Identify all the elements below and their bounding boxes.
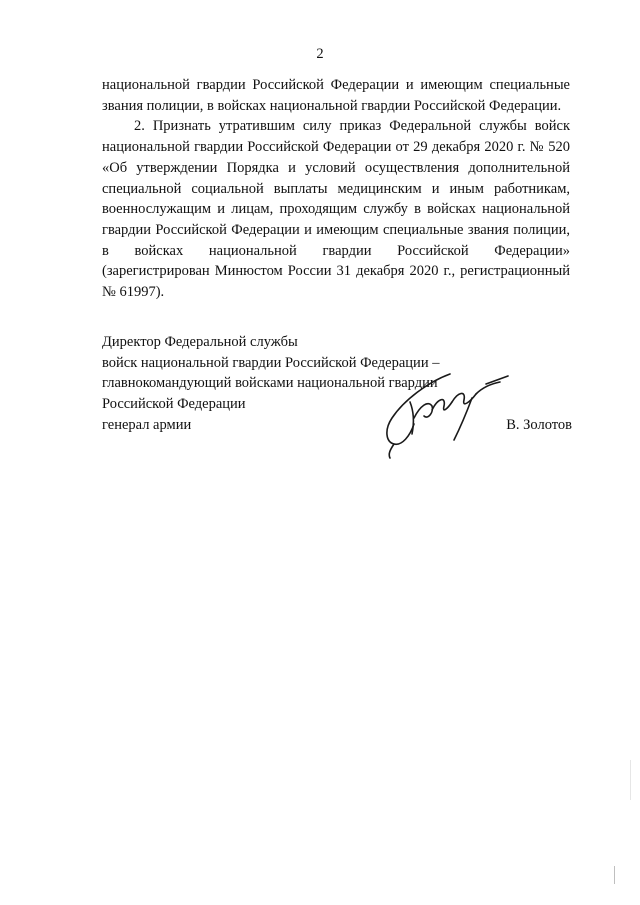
paragraph2-line-2: национальной гвардии Российской Федерации от 29 декабря 2020 г. № 520	[102, 139, 570, 156]
paragraph2-line-3: «Об утверждении Порядка и условий осуществления дополнительной	[102, 159, 570, 176]
paragraph1-line-1: национальной гвардии Российской Федерации и имеющим специальные	[102, 77, 570, 93]
paragraph2-line-6: гвардии Российской Федерации и имеющим специальные звания полиции,	[102, 221, 570, 238]
signer-title-line-1: Директор Федеральной службы	[102, 334, 298, 350]
paragraph2-line-7: в войсках национальной гвардии Российской Федерации»	[102, 242, 570, 259]
paragraph2-line-8: (зарегистрирован Минюстом России 31 декабря 2020 г., регистрационный	[102, 263, 570, 280]
scan-speck	[630, 760, 631, 800]
document-body	[102, 75, 570, 303]
signer-title-line-3: главнокомандующий войсками национальной гвардии	[102, 375, 438, 392]
paragraph2-line-1: 2. Признать утратившим силу приказ Федеральной службы войск	[134, 118, 570, 135]
paragraph2-line-4: специальной социальной выплаты медицинским и иным работникам,	[102, 180, 570, 197]
signer-rank: генерал армии	[102, 416, 192, 433]
signer-title-line-4: Российской Федерации	[102, 396, 246, 413]
paragraph2-line-5: военнослужащим и лицам, проходящим службу в войсках национальной	[102, 201, 570, 218]
signer-title-line-2: войск национальной гвардии Российской Федерации –	[102, 354, 440, 371]
paragraph1-line-2: звания полиции, в войсках национальной гвардии Российской Федерации.	[102, 97, 562, 114]
signer-name: В. Золотов	[506, 416, 572, 433]
paragraph2-line-9: № 61997).	[102, 284, 165, 301]
handwritten-signature	[380, 362, 520, 462]
page-number: 2	[316, 46, 324, 62]
scan-speck	[614, 866, 615, 884]
